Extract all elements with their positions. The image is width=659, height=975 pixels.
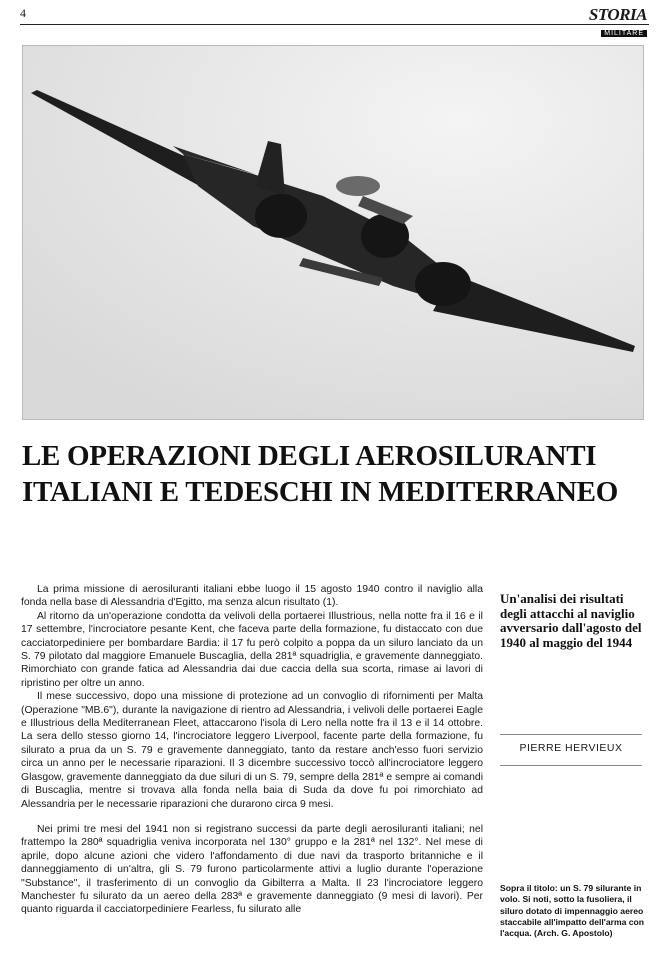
- article-title-line1: LE OPERAZIONI DEGLI AEROSILURANTI: [22, 440, 597, 472]
- photo-caption: Sopra il titolo: un S. 79 silurante in volo. Si noti, sotto la fusoliera, il siluro dotato di impennaggio aereo staccabile all'impatto dell'arma con l'acqua. (Arch. G. Apostolo): [500, 883, 645, 939]
- article-body: [21, 583, 483, 917]
- article-title-line2: ITALIANI E TEDESCHI IN MEDITERRANEO: [22, 476, 618, 508]
- aircraft-photo: [22, 45, 644, 420]
- logo-main-text: STORIA: [588, 5, 647, 24]
- body-paragraph: Nei primi tre mesi del 1941 non si registrano successi da parte degli aerosiluranti italiani; nel frattempo la 280ª squadriglia veniva incorporata nel 130° gruppo e la 281ª nel 132°. Nel mese di aprile, dopo alcune azioni che videro l'affondamento di due navi da trasporto britanniche e il danneggiamento di un'altra, gli S. 79 furono particolarmente attivi a luglio durante l'operazione "Substance", il trasferimento di un convoglio da Gibilterra a Malta. Il 23 l'incrociatore leggero Manchester fu silurato da un aereo della 283ª e gravemente danneggiato (9 mesi di lavori). Per quanto riguarda il cacciatorpediniere Fearless, fu silurato alle: [21, 823, 483, 916]
- author-rule-bottom: [500, 765, 642, 766]
- magazine-logo: [589, 6, 647, 39]
- bomber-aircraft-icon: [23, 46, 643, 419]
- article-title: [22, 438, 652, 510]
- body-paragraph: Il mese successivo, dopo una missione di protezione ad un convoglio di rifornimenti per Malta (Operazione "MB.6"), durante la navigazione di rientro ad Alessandria, i velivoli delle portaerei Eagle e Illustrious della Mediterranean Fleet, attaccarono l'isola di Lero nella notte fra il 13 e il 14 ottobre. La sera dello stesso giorno 14, l'incrociatore leggero Liverpool, facente parte della formazione, fu silurato a prua da un S. 79 e gravemente danneggiato, tanto da restare anch'esso fuori servizio circa un anno per le necessarie riparazioni. Il 3 dicembre successivo toccò all'incrociatore leggero Glasgow, gravemente danneggiato da due siluri di un S. 79, sempre della 281ª e sempre ai comandi di Buscaglia, mentre si trovava alla fonda nella baia di Suda da dove fu poi rimorchiato ad Alessandria per le necessarie riparazioni che durarono circa 9 mesi.: [21, 691, 483, 810]
- body-paragraph: Al ritorno da un'operazione condotta da velivoli della portaerei Illustrious, nella notte fra il 16 e il 17 settembre, l'incrociatore pesante Kent, che faceva parte della formazione, fu distaccato con due cacciatorpediniere per bombardare Bardia: il 17 fu però colpito a poppa da un siluro lanciato da un S. 79 pilotato dal maggiore Emanuele Buscaglia, della 281ª squadriglia, e gravemente danneggiato. Rimorchiato con grande fatica ad Alessandria dai due caccia della sua scorta, rimase ai lavori di ripristino per oltre un anno.: [21, 610, 483, 689]
- author-name: PIERRE HERVIEUX: [519, 742, 623, 754]
- logo-sub-text: MILITARE: [601, 30, 647, 37]
- body-paragraph: La prima missione di aerosiluranti italiani ebbe luogo il 15 agosto 1940 contro il naviglio alla fonda nella base di Alessandria d'Egitto, ma senza alcun risultato (1).: [21, 584, 483, 609]
- page-number: 4: [20, 6, 26, 20]
- author-rule-top: [500, 734, 642, 735]
- article-deck: Un'analisi dei risultati degli attacchi al naviglio avversario dall'agosto del 1940 al maggio del 1944: [500, 591, 642, 650]
- header-rule: [20, 24, 649, 25]
